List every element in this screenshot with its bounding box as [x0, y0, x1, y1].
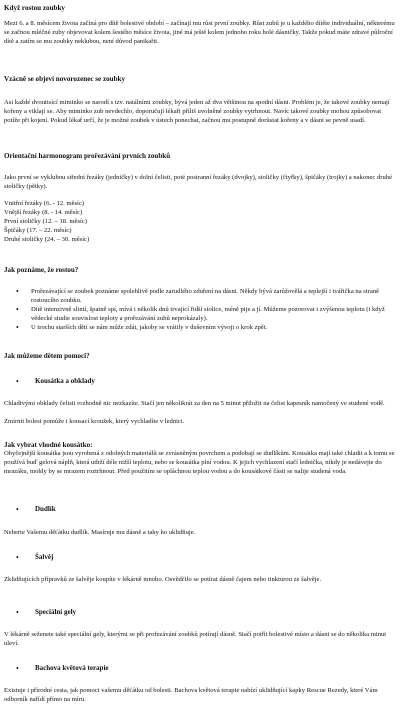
section-heading-natal-teeth: Vzácně se objeví novorozenec se zoubky [4, 75, 126, 83]
schedule-item: Vnější řezáky (8. - 14. měsíc) [4, 208, 83, 216]
bullet-icon: • [16, 505, 19, 514]
bullet-icon: • [16, 377, 19, 386]
bullet-icon: • [16, 553, 19, 562]
subheading-choose-teether: Jak vybrat vhodné kousátko: [4, 441, 93, 449]
schedule-item: Vnitřní řezáky (6. - 12. měsíc) [4, 200, 85, 207]
symptom-item: • U trochu starších dětí se nám může zdát, jakoby se vrátily v duševním vývoji o krok zpět. [0, 324, 396, 333]
schedule-item: Druhé stoličky (24. – 30. měsíc) [4, 235, 90, 243]
symptoms-list [0, 288, 396, 333]
section-heading-schedule: Orientační harmonogram prořezávání prvních zoubků [4, 152, 171, 160]
bach-paragraph: Existuje i přírodní cesta, jak pomoci vašemu děťátku od bolesti. Bachova květová terapie nabízí uklidňující kapky Rescue Rezedy, které Vám odborník nařídí přímo na míru. [4, 687, 378, 703]
remedy-heading-bach [0, 664, 396, 673]
page-title: Když rostou zoubky [4, 4, 65, 12]
section-heading-symptoms: Jak poznáme, že rostou? [4, 266, 79, 274]
schedule-item: První stoličky (12. – 18. měsíc) [4, 217, 87, 225]
natal-teeth-paragraph: Asi každé dvoutisící miminko se narodí s tzv. natálními zoubky, bývá jeden až dva většinou na spodní dásni. Problém je, že takové zoubky nemají kořeny a viklají se. Aby miminko zub nevdechlo, doporučují lékaři příliš uvolněné zoubky vytrhnout. Navíc takové zoubky mohou způsobovat potíže při kojení. Pokud lékař určí, že je možné zoubek v ústech ponechat, začnou mu postupně dorůstat kořeny a v dásni se pevně usadí. [4, 99, 390, 124]
remedy-heading-gels [0, 608, 396, 617]
remedy-title: Bachova květová terapie [35, 664, 109, 672]
symptom-item: • Dítě intenzivně slintí, špatně spí, mívá i několik dnů trvající řidší stolice, méně pije a jí. Můžeme pozorovat i zvýšenou teplotu (i když vědecké studie souvislost teploty a prořezávání zubů neprokázaly). [0, 306, 396, 324]
remedy-title: Speciální gely [35, 608, 77, 616]
remedy-heading-pacifier [0, 505, 396, 514]
choose-teether-paragraph: Obyčejnější kousátka jsou vyrobená z odolných materiálů se zvrásněným povrchem a podobají se dudlíkům. Kousátka mají také chladit a k tomu se používá buď gelová náplň, která udrží déle nižší teplotu, nebo se kousátka plní vodou. K jejich vychlazení stačí lednička, nikdy je nedávejte do mrazáku, mohly by se mrazem roztrhnout. Před použitím se opláchnou teplou vodou a do kousátkové části se nalije studená voda. [4, 450, 395, 475]
symptom-item: • Prořezávající se zoubek poznáme spolehlivě podle zarudlého zduření na dásni. Někdy bývá zarůžovělá a teplejší i tvářička na straně rostoucího zoubku. [0, 288, 396, 306]
schedule-intro-paragraph: Jako první se vyklubou střední řezáky (jedničky) v dolní čelisti, poté postranní řezáky (dvojky), stoličky (čtyřky), špičáky (trojky) a nakonec druhé stoličky (pětky). [4, 174, 393, 190]
bullet-icon: • [16, 664, 19, 673]
intro-paragraph: Mezi 6. a 8. měsícem života začíná pro dítě bolestivé období – začínají mu růst první zoubky. Růst zubů je u každého dítěte individuální, některému se začnou mléčné zuby objevovat kolem šestého měsíce života, jiné má ještě kolem jednoho roku holé dásničky. Takže pokud máte zdravé půlroční dítě a zatím se mu zoubky neklubou, není důvod panikařit. [4, 20, 395, 45]
sage-paragraph: Zklidňujících přípravků ze šalvěje koupíte v lékárně mnoho. Osvědčilo se potírat dásně čajem nebo tinkturou ze šalvěje. [4, 576, 322, 583]
remedy-title: Šalvěj [35, 553, 54, 561]
section-heading-help: Jak můžeme dětem pomoci? [4, 352, 90, 360]
remedy-title: Kousátka a obklady [35, 377, 95, 385]
teething-ring-paragraph: Zmírnit bolest pomůže i kousací kroužek, který vychladíte v lednici. [4, 418, 185, 425]
schedule-list [4, 200, 396, 245]
pacifier-paragraph: Neberte Vašemu děťátku dudlík. Masíruje mu dásně a taky ho uklidňuje. [4, 529, 196, 536]
schedule-item: Špičáky (17. – 22. měsíc) [4, 226, 72, 234]
bullet-icon: • [16, 608, 19, 617]
teethers-paragraph: Chladivými obklady čelisti rozhodně nic nezkazíte. Stačí jen několikrát za den na 5 minut přiložit na čelist kapesník namočený ve studené vodě. [4, 400, 385, 407]
remedy-title: Dudlík [35, 505, 56, 513]
gels-paragraph: V lékárně seženete také speciální gely, kterými se při prořezávání zoubků potírají dásně. Stačí potřít bolestivé místo a dásni se do několika minut uleví. [4, 631, 387, 647]
remedy-heading-teethers [0, 377, 396, 386]
remedy-heading-sage [0, 553, 396, 562]
